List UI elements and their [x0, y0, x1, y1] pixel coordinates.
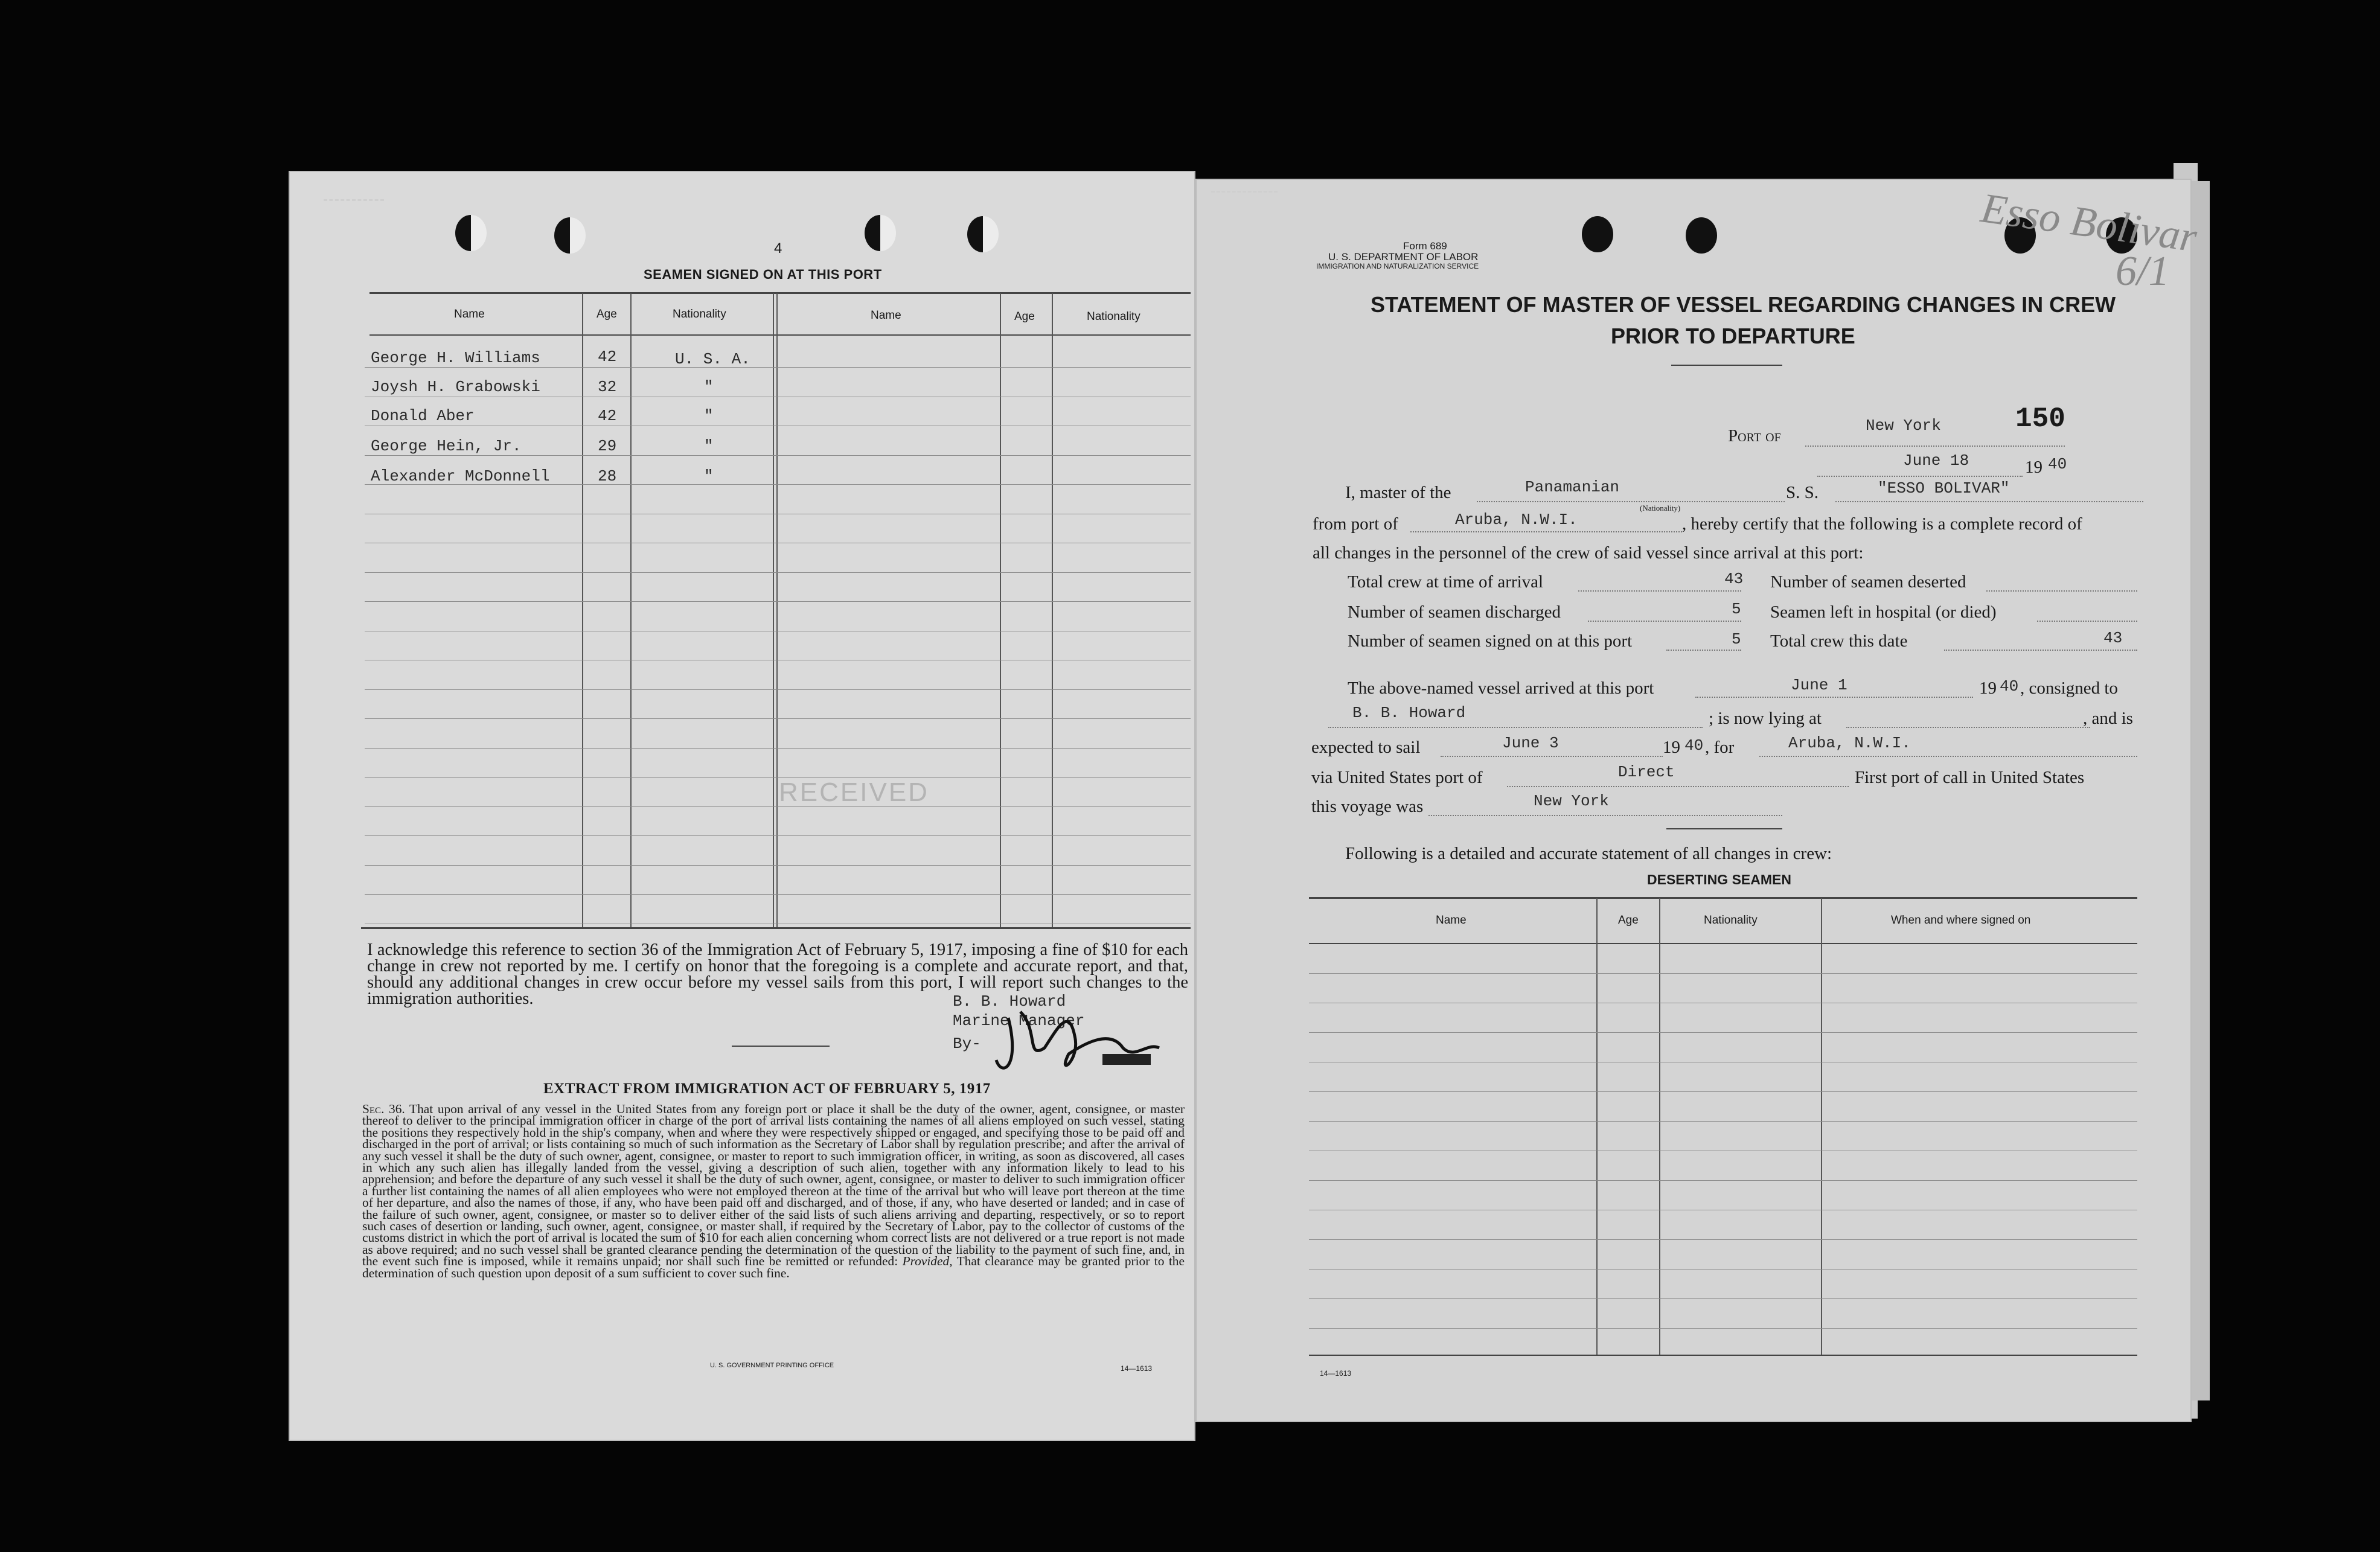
hospital-label: Seamen left in hospital (or died)	[1770, 602, 1997, 622]
lying-field-line	[1846, 727, 2090, 728]
table-row	[365, 572, 1191, 573]
handwritten-number: 6/1	[2116, 248, 2170, 295]
column-header-nationality: Nationality	[1087, 310, 1140, 323]
sail-date: June 3	[1502, 734, 1559, 752]
scan-mark	[1211, 191, 1278, 195]
sail-date-field-line	[1441, 756, 1663, 757]
table-row	[1309, 1121, 2137, 1122]
deserting-title: DESERTING SEAMEN	[1647, 872, 1791, 887]
received-stamp: RECEIVED	[779, 778, 929, 807]
table-cell-age: 32	[598, 378, 617, 396]
port-value: New York	[1866, 417, 1941, 435]
column-divider	[776, 293, 778, 927]
port-label: Port of	[1728, 426, 1781, 445]
extract-title: EXTRACT FROM IMMIGRATION ACT OF FEBRUARY 5, 1917	[543, 1081, 991, 1097]
extract-provided: Provided,	[902, 1254, 953, 1269]
via-field-line	[1507, 786, 1849, 787]
leader-dots	[2037, 621, 2137, 622]
page-subtitle: PRIOR TO DEPARTURE	[1611, 324, 1855, 348]
for-label: , for	[1705, 738, 1735, 757]
signature	[984, 994, 1165, 1084]
table-cell-nationality: "	[704, 467, 714, 485]
total-crew-date-value: 43	[2103, 629, 2123, 647]
table-row	[1309, 1180, 2137, 1181]
consignee-field-line	[1328, 727, 1703, 728]
stamp-number: 150	[2015, 403, 2065, 435]
vessel-name: "ESSO BOLIVAR"	[1878, 479, 2010, 497]
punch-hole	[1686, 217, 1717, 254]
column-header-name: Name	[871, 309, 901, 322]
punch-hole	[1582, 216, 1613, 252]
destination-value: Aruba, N.W.I.	[1788, 734, 1911, 752]
voyage-field-line	[1428, 815, 1782, 816]
sail-year-prefix: 19	[1663, 738, 1680, 757]
table-row	[1309, 973, 2137, 974]
extract-tail: That clearance may be granted prior to the determination of such question upon deposit of a sum sufficient to cover such fine.	[362, 1254, 1185, 1280]
table-cell-age: 42	[598, 348, 617, 366]
by-label: By-	[953, 1035, 981, 1053]
table-cell-age: 42	[598, 407, 617, 425]
punch-hole	[967, 216, 999, 252]
leader-dots	[1578, 590, 1741, 592]
leader-dots	[1944, 650, 2137, 651]
table-row	[1309, 1328, 2137, 1329]
certify-text: , hereby certify that the following is a complete record of	[1682, 514, 2082, 534]
total-crew-arrival-label: Total crew at time of arrival	[1348, 572, 1544, 592]
column-divider	[582, 293, 583, 927]
table-cell-name: George Hein, Jr.	[371, 437, 522, 455]
signature-rule	[732, 1046, 830, 1047]
arrived-date: June 1	[1791, 676, 1847, 694]
form-code: 14—1613	[1320, 1369, 1352, 1378]
deserting-table-top	[1309, 897, 2137, 899]
table-cell-age: 28	[598, 467, 617, 485]
table-header-rule	[369, 334, 1191, 336]
scan-mark	[324, 199, 384, 203]
column-divider	[1000, 293, 1001, 927]
first-port-label: First port of call in United States	[1855, 768, 2085, 787]
table-row	[365, 865, 1191, 866]
vessel-field-line	[1835, 501, 2143, 502]
table-row	[365, 894, 1191, 895]
form-number: Form 689	[1403, 240, 1447, 252]
section-title: SEAMEN SIGNED ON AT THIS PORT	[644, 267, 882, 282]
arrived-field-line	[1695, 697, 1973, 698]
column-divider	[1052, 293, 1053, 927]
and-is-label: , and is	[2083, 709, 2133, 728]
year-prefix: 19	[2025, 458, 2043, 477]
table-row	[365, 367, 1191, 368]
signed-on-label: Number of seamen signed on at this port	[1348, 631, 1633, 651]
consignee-value: B. B. Howard	[1352, 704, 1466, 722]
arrived-label: The above-named vessel arrived at this port	[1348, 679, 1654, 698]
lying-label: ; is now lying at	[1709, 709, 1822, 728]
consigned-label: , consigned to	[2020, 679, 2118, 698]
voyage-value: New York	[1534, 792, 1609, 810]
form-code: 14—1613	[1121, 1364, 1153, 1373]
table-cell-nationality: "	[704, 378, 714, 396]
extract-body	[362, 1103, 1185, 1279]
table-cell-nationality: "	[704, 437, 714, 455]
column-header-signed-on: When and where signed on	[1891, 914, 2031, 927]
punch-hole	[865, 215, 896, 251]
printer-imprint: U. S. GOVERNMENT PRINTING OFFICE	[710, 1362, 834, 1369]
signer-name: B. B. Howard	[953, 992, 1066, 1011]
table-row	[365, 689, 1191, 690]
department: U. S. DEPARTMENT OF LABOR	[1328, 251, 1479, 263]
via-label: via United States port of	[1311, 768, 1483, 787]
signed-on-value: 5	[1732, 630, 1741, 648]
via-value: Direct	[1618, 763, 1675, 781]
table-cell-name: Donald Aber	[371, 407, 475, 425]
table-cell-name: Joysh H. Grabowski	[371, 378, 540, 396]
leader-dots	[1666, 650, 1741, 651]
title-underline	[1671, 365, 1782, 366]
following-label: Following is a detailed and accurate statement of all changes in crew:	[1345, 844, 1832, 863]
table-top-rule	[369, 292, 1191, 294]
ss-label: S. S.	[1786, 483, 1819, 502]
master-label: I, master of the	[1345, 483, 1451, 502]
table-row	[365, 777, 1191, 778]
from-port-label: from port of	[1313, 514, 1398, 534]
table-row	[365, 835, 1191, 836]
year-suffix: 40	[2048, 455, 2067, 473]
column-divider	[1659, 898, 1660, 1355]
table-bottom-rule	[361, 927, 1191, 929]
table-row	[1309, 1091, 2137, 1092]
table-row	[365, 601, 1191, 602]
nationality-caption: (Nationality)	[1640, 503, 1681, 513]
arrived-year: 40	[2000, 677, 2019, 695]
leader-dots	[1588, 621, 1741, 622]
signer-title: Marine Manager	[953, 1012, 1085, 1030]
table-cell-nationality: "	[704, 407, 714, 425]
column-divider	[1821, 898, 1822, 1355]
column-header-name: Name	[454, 308, 485, 321]
discharged-value: 5	[1732, 600, 1741, 618]
column-header-age: Age	[1014, 310, 1035, 323]
arrived-year-prefix: 19	[1979, 679, 1997, 698]
destination-field-line	[1759, 756, 2137, 757]
table-row	[1309, 1032, 2137, 1033]
punch-hole	[554, 217, 586, 254]
voyage-underline	[1666, 828, 1782, 829]
certify-text-continued: all changes in the personnel of the crew of said vessel since arrival at this port:	[1313, 543, 1864, 563]
expected-label: expected to sail	[1311, 738, 1421, 757]
table-row	[1309, 1298, 2137, 1299]
column-header-age: Age	[1618, 914, 1639, 927]
deserted-label: Number of seamen deserted	[1770, 572, 1966, 592]
table-cell-nationality: U. S. A.	[675, 350, 750, 368]
table-cell-age: 29	[598, 437, 617, 455]
column-divider	[630, 293, 632, 927]
table-row	[365, 748, 1191, 749]
extract-section: Sec. 36.	[362, 1102, 405, 1116]
voyage-label: this voyage was	[1311, 797, 1424, 816]
deserting-table-header-rule	[1309, 943, 2137, 944]
total-crew-date-label: Total crew this date	[1770, 631, 1908, 651]
table-row	[1309, 1239, 2137, 1240]
punch-hole	[455, 215, 487, 251]
from-port-value: Aruba, N.W.I.	[1455, 511, 1578, 529]
total-crew-arrival-value: 43	[1724, 570, 1744, 588]
table-row	[365, 718, 1191, 719]
deserting-table-bottom	[1309, 1355, 2137, 1356]
sail-year: 40	[1684, 736, 1704, 755]
extract-text: That upon arrival of any vessel in the United States from any foreign port or place it shall be the duty of the owner, agent, consignee, or master thereof to deliver to the principal immigration officer in charge of the port of arrival lists containing the names of all aliens employed on such vessel, stating the positions they respectively hold in the ship's company, when and where they were respectively shipped or engaged, and specifying those to be paid off and discharged in the port of arrival; or lists containing so much of such information as the Secretary of Labor shall by regulation prescribe; and after the arrival of any such vessel it shall be the duty of such owner, agent, consignee, or master to report to such immigration officer, in writing, as soon as discovered, all cases in which any such alien has illegally landed from the vessel, giving a description of such alien, together with any information likely to lead to his apprehension; and before the departure of any such vessel it shall be the duty of such owner, agent, consignee, or master to deliver to such immigration officer a further list containing the names of all alien employees who were not employed thereon at the time of the arrival but who will leave port thereon at the time of her departure, and also the names of those, if any, who have been paid off and discharged, and of those, if any, who have deserted or landed; and in case of the failure of such owner, agent, consignee, or master so to deliver either of the said lists of such aliens arriving and departing, respectively, or so to report such cases of desertion or landing, such owner, agent, consignee, or master shall, if required by the Secretary of Labor, pay to the collector of customs of the customs district in which the port of arrival is located the sum of $10 for each alien concerning whom correct lists are not delivered or a true report is not made as above required; and no such vessel shall be granted clearance pending the determination of the question of the liability to the payment of such fine, and, in the event such fine is imposed, while it remains unpaid; nor shall such fine be remitted or refunded:	[362, 1102, 1185, 1269]
column-divider	[1596, 898, 1598, 1355]
acknowledgement-text: I acknowledge this reference to section 36 of the Immigration Act of February 5, 1917, imposing a fine of $10 for each change in crew not reported by me. I certify on honor that the foregoing is a complete and accurate report, and that, should any additional changes in crew occur before my vessel sails from this port, I will report such changes to the immigration authorities.	[367, 940, 1188, 1008]
nationality-value: Panamanian	[1525, 478, 1620, 496]
table-row	[365, 806, 1191, 807]
discharged-label: Number of seamen discharged	[1348, 602, 1561, 622]
nationality-field-line	[1477, 501, 1785, 502]
from-port-field-line	[1410, 531, 1682, 532]
service: IMMIGRATION AND NATURALIZATION SERVICE	[1316, 262, 1479, 270]
port-field-line	[1805, 445, 2065, 447]
column-header-nationality: Nationality	[673, 308, 726, 321]
leader-dots	[1986, 590, 2137, 592]
column-header-nationality: Nationality	[1704, 914, 1758, 927]
date-value: June 18	[1903, 452, 1969, 470]
column-divider	[773, 293, 774, 927]
date-field-line	[1817, 476, 2023, 477]
handwritten-note: Esso Bolivar	[1978, 185, 2200, 261]
column-header-name: Name	[1436, 914, 1467, 927]
column-header-age: Age	[597, 308, 617, 321]
page-title: STATEMENT OF MASTER OF VESSEL REGARDING CHANGES IN CREW	[1371, 292, 2116, 317]
table-cell-name: George H. Williams	[371, 349, 540, 367]
page-number: 4	[774, 240, 782, 257]
table-cell-name: Alexander McDonnell	[371, 467, 550, 485]
